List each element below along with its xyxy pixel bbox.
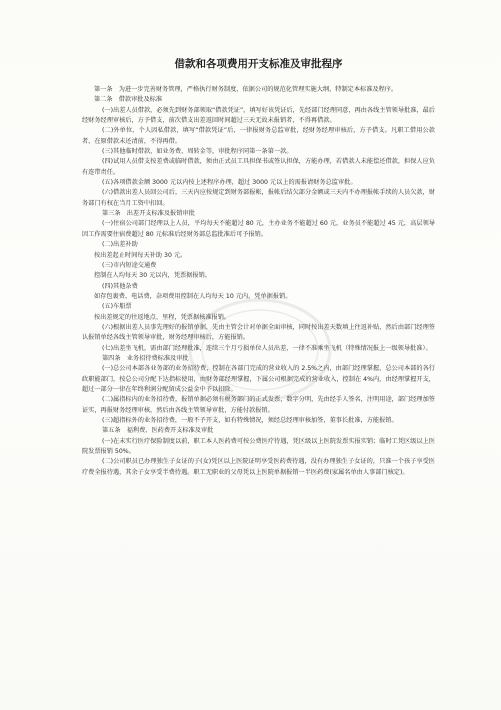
document-body [82,85,435,478]
paragraph: (六)根据出差人员事先理好的报销单据，先由主管会计对单据全面审核，同时按出差天数填上往返补贴，然后由部门经理签认报销单经各线主管领导审批，财务经理审核后，方能报销。 [82,323,435,342]
paragraph: (三)其他临时借款，如业务费、周转金等，审批程序同第一条第一款。 [102,148,293,156]
document-title: 借款和各项费用开支标准及审批程序 [174,58,343,70]
paragraph: (一)出差人员借款，必须先到财务部领取“借款凭证”，填写好该凭证后，先经部门经理同意，再由各线主管领导批准，最后经财务经理审核后，方予借支，前次借支出差返回时间超过三天无故未报销者，不得再借款。 [82,106,435,125]
paragraph: (四)其他杂费 [102,282,138,290]
paragraph: 按出差规定的往返地点、里程，凭票据核准报销。 [94,313,231,321]
paragraph: 控制在人均每天 30 元以内，凭票据报销。 [94,272,211,280]
paragraph: 第三条 出差开支标准及报销审批 [102,210,195,218]
paragraph: 第二条 借款审批及标准 [94,96,163,104]
paragraph: (二)出差补助 [102,241,138,249]
paragraph: (七)出差坐飞机，需由部门经理批准，连续三个月亏损单位人员出差，一律不准乘坐飞机（特殊情况报上一级领导批准）。 [102,344,432,352]
paragraph: (六)借款出差人员回公司后，三天内应按规定到财务部报帐，报帐后结欠部分金额或三天内不办理报帐手续的人员欠款，财务部门有权在当月工资中扣回。 [82,189,435,207]
paragraph: 第一条 为进一步完善财务管理，严格执行财务制度，依据公司的规范化管理实施大纲，特制定本标准及程序。 [94,86,398,93]
paragraph: (五)各项借款金额 3000 元以内按上述程序办理，超过 3000 元以上的需报请财务总监审批。 [102,179,357,187]
paragraph: (一)在未实行医疗保险制度以前，职工本人医药费可按公费医疗待遇，凭区级以上医院发票实报实销；临时工凭区级以上医院发票报销 50%。 [82,437,435,456]
paragraph: 按出差起止时间每天补助 30 元。 [94,251,187,259]
paragraph: (三)市内短途交通费 [102,261,157,269]
paragraph: 第五条 福利费、医药费开支标准及审批 [102,427,214,435]
paragraph: (二)外单位、个人因私借款，填写“借款凭证”后，一律报财务总监审批，经财务经理审核后，方予借支。凡职工借用公款者，在原借款未还清前，不得再借。 [82,127,435,145]
paragraph: (三)超指标外的业务招待费，一般不予开支，如有特殊情况，须经总经理审核加签，董事长批准，方能报销。 [102,417,398,424]
paragraph: (二)属指标内的业务招待费，报销单据必须有税务部门的正式发票，数字分明，先由经手人签名，注明用途，部门经理加签证实，再报财务经理审核，然后由各线主管领导审批，方能付款报销。 [82,396,435,414]
paragraph: 第四条 业务招待费标准及审批 [102,354,189,362]
paragraph: (五)车船票 [102,303,132,311]
paragraph: (一)住宿公司部门经理以上人员，平均每天不能超过 80 元，主办业务不能超过 60 元，业务员不能超过 45 元，高层领导因工作需要住宿费超过 80 元标准后经财务部总监批准后可予报销。 [82,220,435,238]
paragraph: (二)公司职员已办理独生子女证的子(女)凭区以上医院证明享受医药费待遇，没有办理独生子女证的，只准一个孩子享受医疗费全报待遇，其余子女享受半费待遇。职工无职业的父母凭以上医院单据报销一半医药费(家属名单由人事部门核定)。 [82,458,435,476]
paragraph: (一)总公司本部各业务部的业务招待费，控制在各部门完成的营业收入的 2.5%之内，由部门经理掌握，总公司本部的各行政职能部门，按总公司分配下达指标使用，由财务部经理掌握，下属公司根据完成的营业收入，控制在 4%内，由经理掌握开支，超过一部分一律在年终利润分配留成公益金中予以扣除。 [82,365,435,393]
paragraph: 如存包裹费、电话费，杂项费用控制在人均每天 10 元内，凭单据报销。 [94,292,292,300]
paragraph: (四)试用人员借支按差费或临时借款，须由正式员工具担保书或签认担保，方能办理，若借款人未能偿还借款，担保人应负有连带责任。 [82,158,435,176]
